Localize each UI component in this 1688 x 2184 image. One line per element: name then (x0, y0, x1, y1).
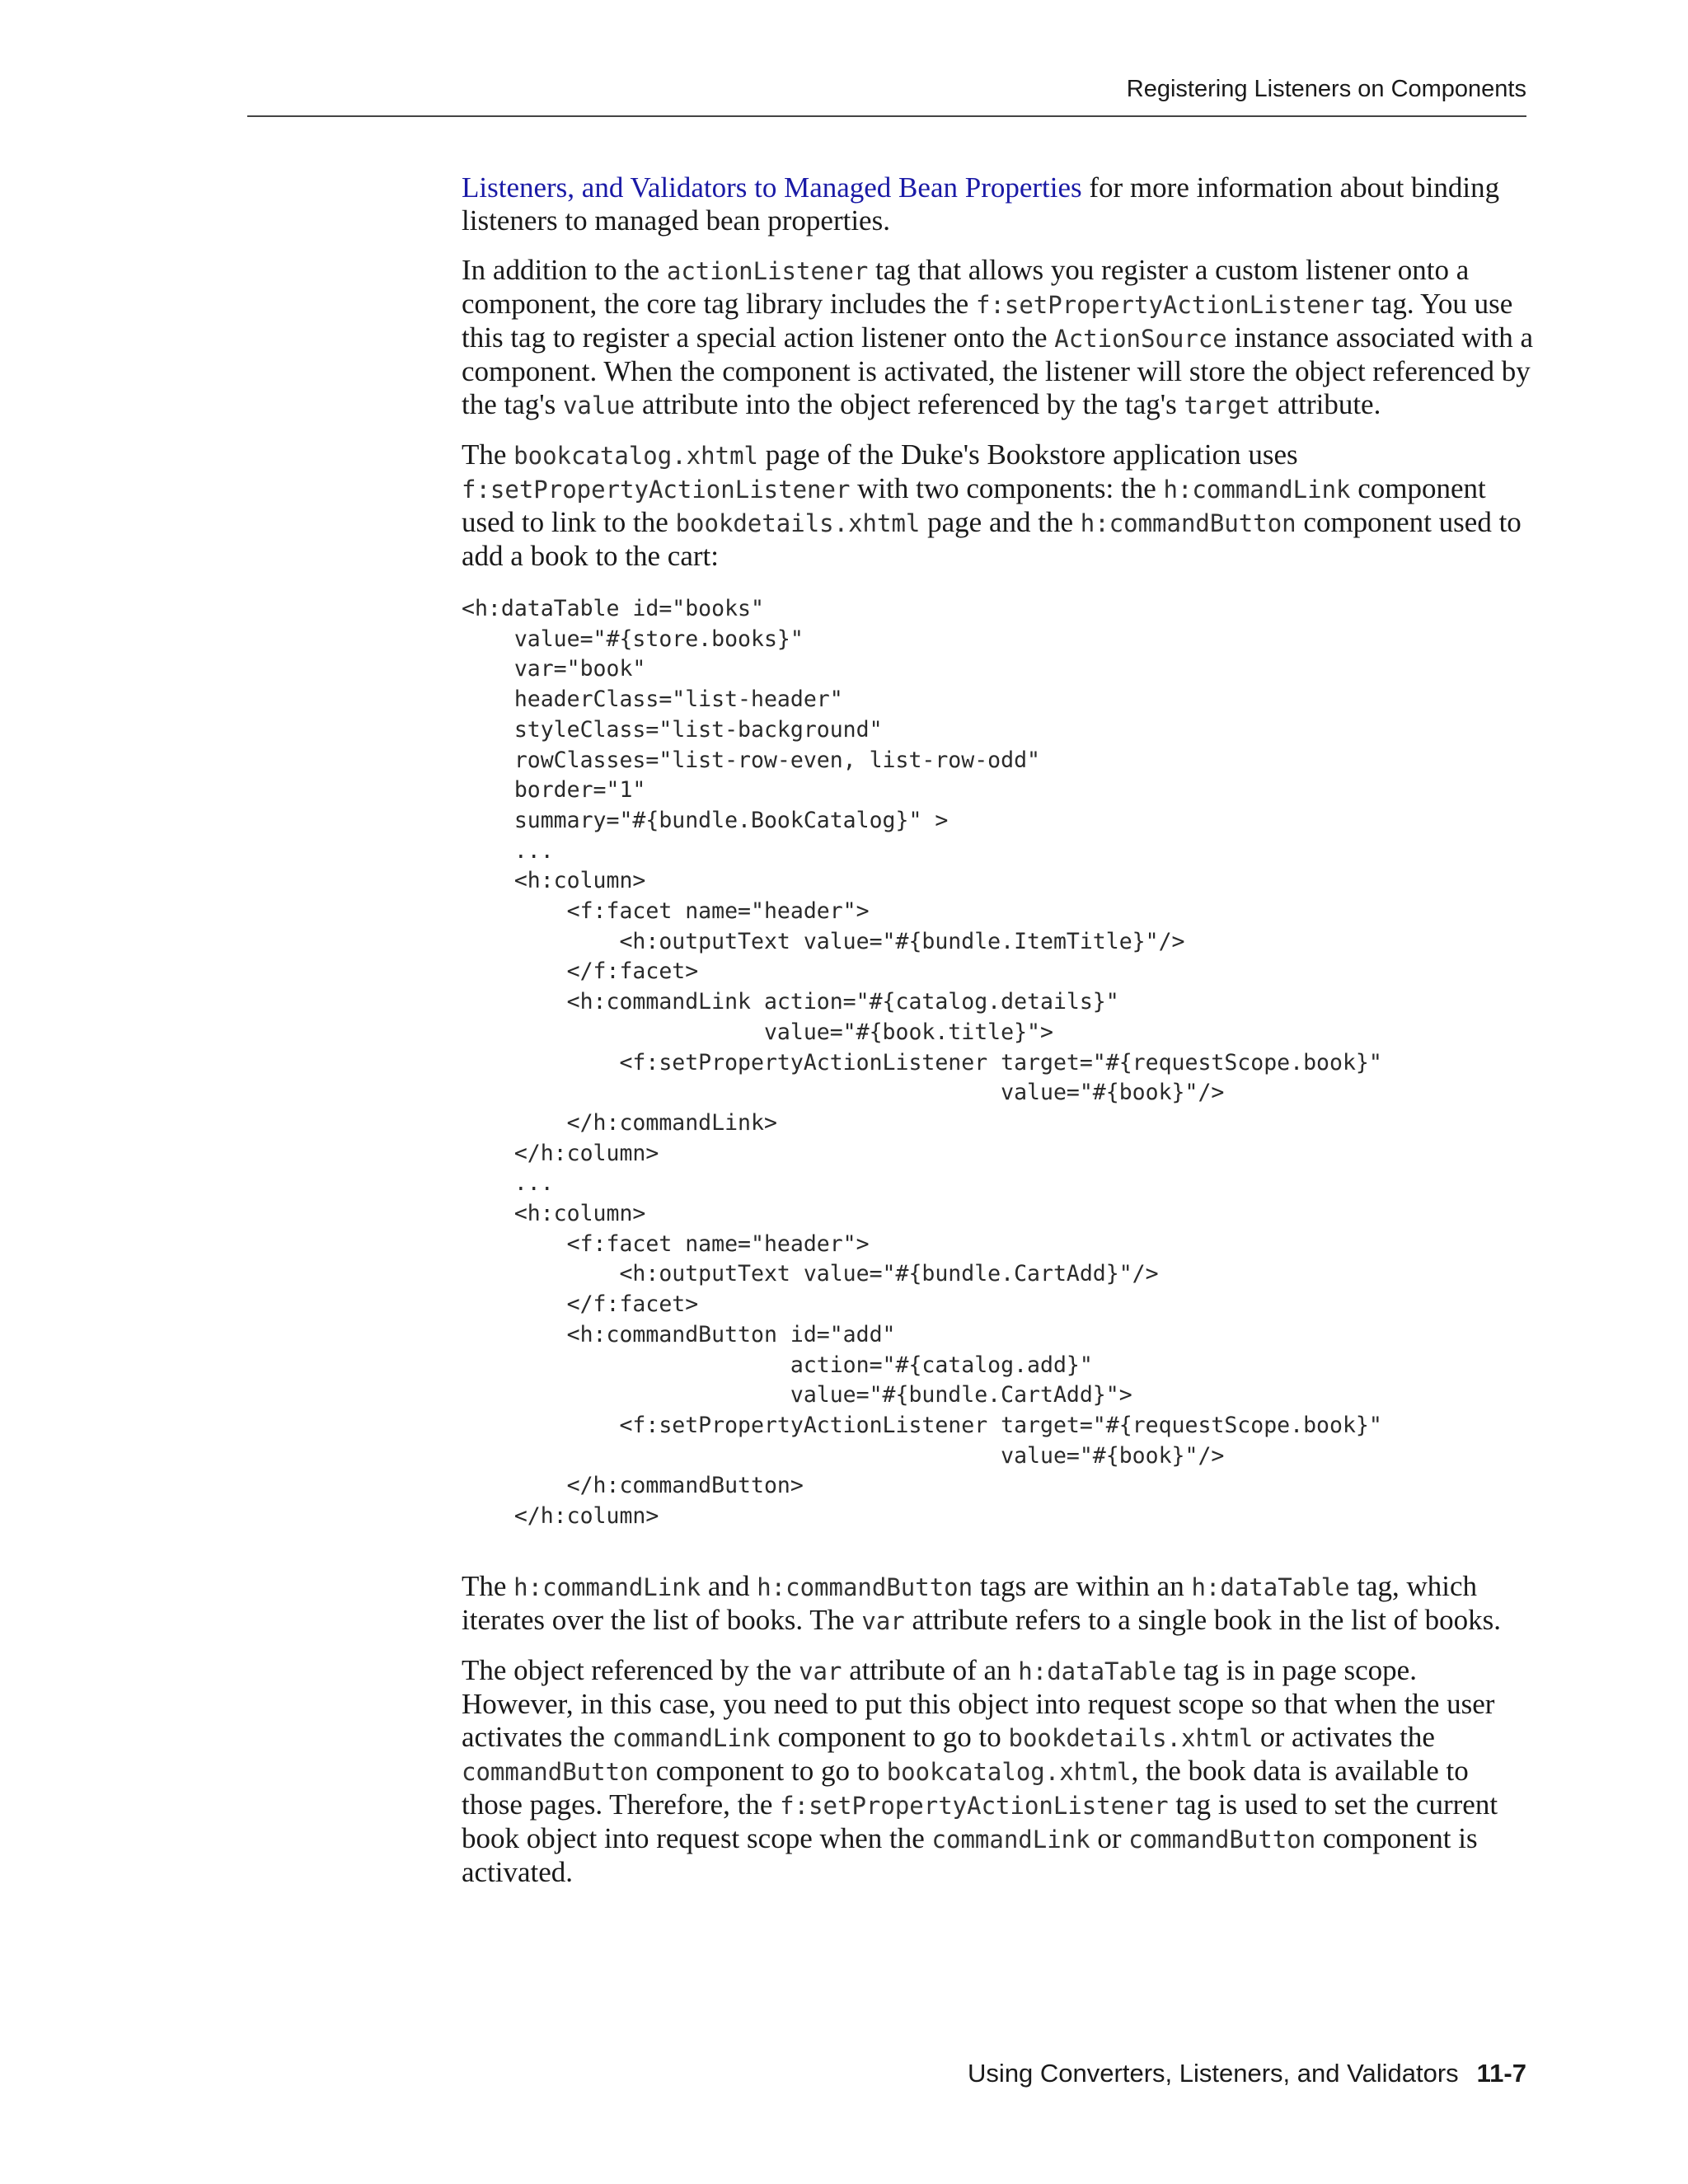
text-run: or (1090, 1821, 1129, 1854)
paragraph-4 (462, 1570, 1533, 1638)
text-run: In addition to the (462, 254, 667, 286)
text-run: tag is in page scope. However, in this case, you need to put this object into request scope so that when the user activates the (462, 1653, 1495, 1753)
text-run: , the book data is available to those pages. Therefore, the (462, 1754, 1469, 1821)
code-term: h:dataTable (1191, 1572, 1350, 1601)
page-content (462, 171, 1533, 1905)
code-term: h:dataTable (1018, 1657, 1177, 1685)
text-run: page and the (920, 506, 1081, 538)
paragraph-1 (462, 171, 1533, 237)
text-run: tag. You use this tag to register a special action listener onto the (462, 288, 1513, 354)
code-term: bookdetails.xhtml (675, 509, 921, 537)
code-term: ActionSource (1054, 325, 1227, 353)
text-run: The (462, 438, 514, 471)
code-term: target (1184, 391, 1271, 419)
paragraph-5 (462, 1654, 1533, 1889)
text-run: and (701, 1569, 757, 1602)
page-number: 11-7 (1476, 2059, 1526, 2088)
text-run: attribute into the object referenced by the tag's (635, 388, 1184, 420)
code-term: actionListener (666, 257, 869, 285)
code-term: var (861, 1606, 905, 1635)
text-run: component used to add a book to the cart: (462, 506, 1522, 572)
code-term: f:setPropertyActionListener (975, 291, 1365, 319)
text-run: or activates the (1253, 1720, 1435, 1753)
header-rule (247, 115, 1526, 117)
code-term: var (799, 1657, 842, 1685)
paragraph-3 (462, 438, 1533, 573)
code-term: commandButton (462, 1757, 649, 1786)
paragraph-2 (462, 254, 1533, 422)
text-run: component to go to (648, 1754, 887, 1787)
text-run: tag, which iterates over the list of books. The (462, 1569, 1478, 1636)
text-run: tag that allows you register a custom listener onto a component, the core tag library includes the (462, 254, 1470, 320)
cross-reference-link[interactable]: Listeners, and Validators to Managed Bean Properties (462, 171, 1082, 204)
running-footer (247, 2059, 1526, 2088)
code-term: value (562, 391, 635, 419)
footer-chapter-title: Using Converters, Listeners, and Validators (968, 2059, 1459, 2088)
text-run: The object referenced by the (462, 1653, 799, 1686)
code-term: commandButton (1128, 1825, 1316, 1854)
text-run: attribute refers to a single book in the list of books. (904, 1603, 1501, 1636)
text-run: attribute of an (842, 1653, 1019, 1686)
code-example: <h:dataTable id="books" value="#{store.books}" var="book" headerClass="list-header" styleClass="list-background" rowClasses="list-row-even, list-row-odd" border="1" summary="#{bundle.BookCatalog}" > ... <h:column> <f:facet name="header"> <h:outputText value="#{bundle.ItemTitle}"/> </f:facet> <h:commandLink action="#{catalog.details}" value="#{book.title}"> <f:setPropertyActionListener target="#{requestScope.book}" value="#{book}"/> </h:commandLink> </h:column> ... <h:column> <f:facet name="header"> <h:outputText value="#{bundle.CartAdd}"/> </f:facet> <h:commandButton id="add" action="#{catalog.add}" value="#{bundle.CartAdd}"> <f:setPropertyActionListener target="#{requestScope.book}" value="#{book}"/> </h:commandButton> </h:column> (462, 596, 1382, 1530)
code-term: h:commandLink (513, 1572, 701, 1601)
text-run: component used to link to the (462, 472, 1486, 538)
code-term: bookdetails.xhtml (1008, 1723, 1254, 1752)
code-term: commandLink (612, 1723, 771, 1752)
text-run: component is activated. (462, 1821, 1478, 1888)
text-run: tag is used to set the current book object into request scope when the (462, 1788, 1498, 1854)
code-term: h:commandLink (1163, 476, 1351, 504)
text-run: attribute. (1270, 388, 1381, 420)
code-term: f:setPropertyActionListener (780, 1791, 1169, 1820)
running-header: Registering Listeners on Components (1126, 76, 1526, 102)
text-run: component to go to (770, 1720, 1009, 1753)
text-run: The (462, 1569, 514, 1602)
text-run: for more information about binding listeners to managed bean properties. (462, 171, 1500, 237)
code-term: h:commandButton (1080, 509, 1296, 537)
code-term: bookcatalog.xhtml (886, 1757, 1132, 1786)
text-run: page of the Duke's Bookstore application uses (757, 438, 1298, 471)
code-term: bookcatalog.xhtml (513, 442, 758, 470)
text-run: tags are within an (973, 1569, 1192, 1602)
code-term: f:setPropertyActionListener (462, 476, 851, 504)
text-run: with two components: the (850, 472, 1164, 504)
code-term: commandLink (931, 1825, 1090, 1854)
code-term: h:commandButton (757, 1572, 973, 1601)
text-run: instance associated with a component. When the component is activated, the listener will store the object referenced by the tag's (462, 321, 1534, 420)
